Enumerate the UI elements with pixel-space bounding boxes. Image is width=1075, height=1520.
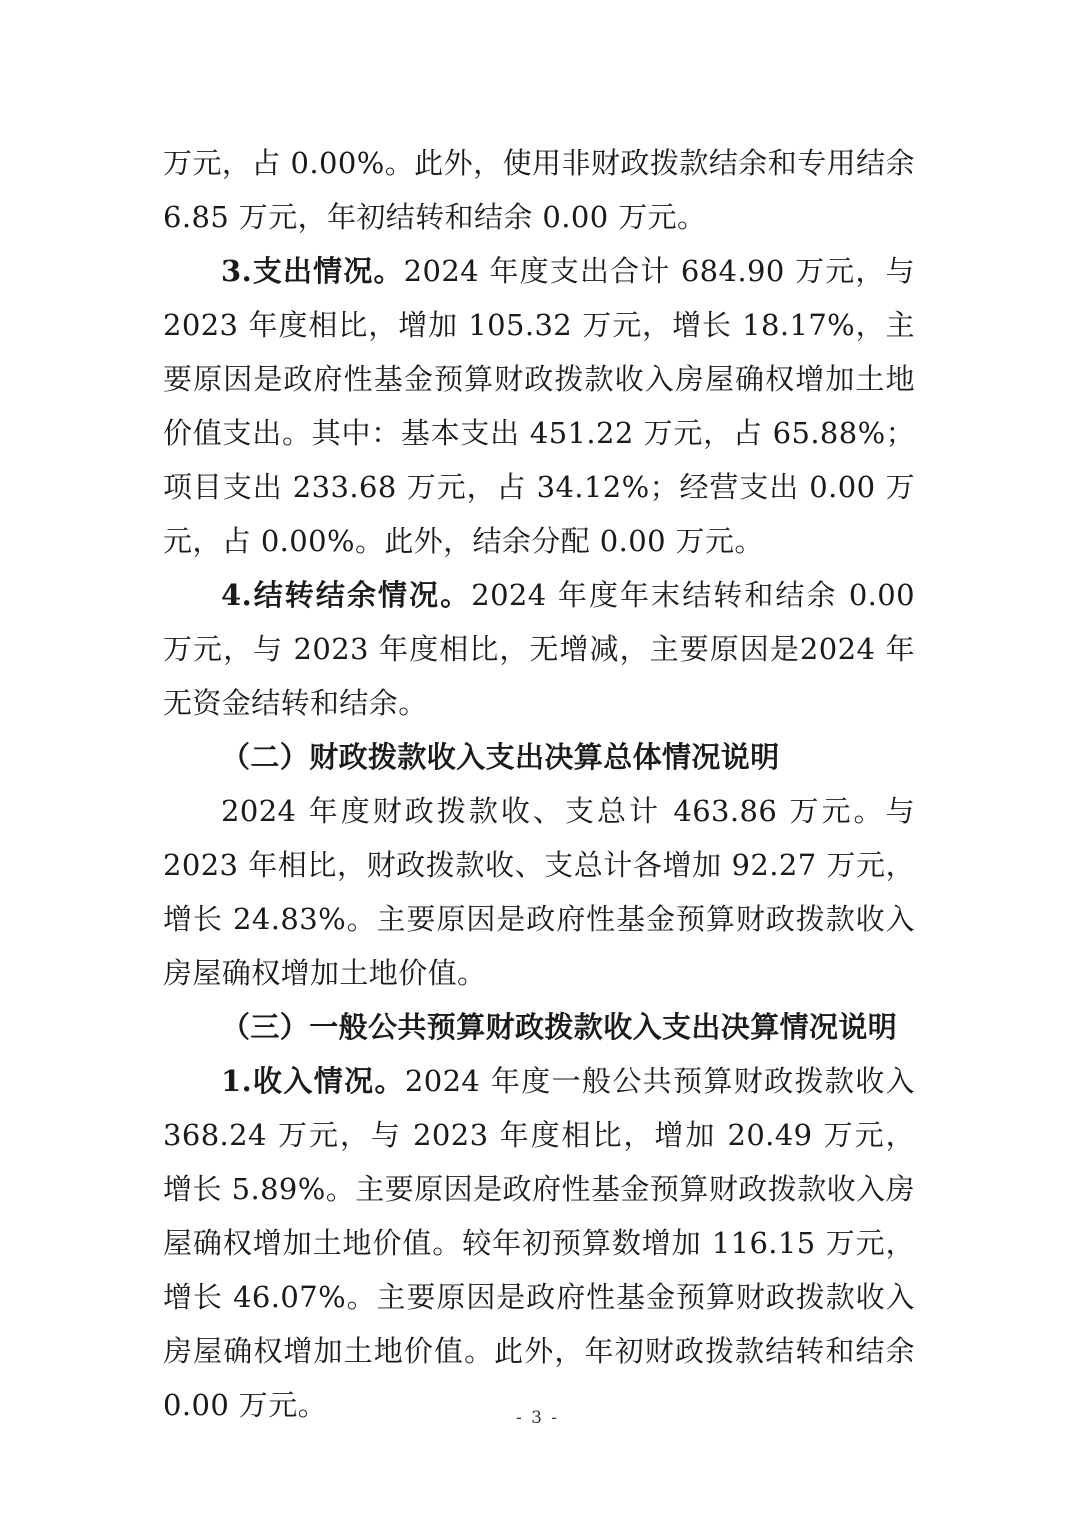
- paragraph-lead-carryover: 4.结转结余情况。: [221, 578, 472, 612]
- paragraph-fiscal-overall: [163, 784, 915, 1000]
- paragraph-text: 2024 年度年末结转和结余 0.00 万元，与 2023 年度相比，无增减，主要原因是2024 年无资金结转和结余。: [163, 578, 915, 720]
- document-body: [163, 136, 915, 1432]
- paragraph-general-budget-income: [163, 1054, 915, 1432]
- paragraph-lead-expenditure: 3.支出情况。: [221, 254, 404, 288]
- paragraph-text: 万元，占 0.00%。此外，使用非财政拨款结余和专用结余 6.85 万元，年初结转和结余 0.00 万元。: [163, 146, 915, 234]
- paragraph-expenditure: [163, 244, 915, 568]
- section-heading-fiscal-overall: （二）财政拨款收入支出决算总体情况说明: [221, 740, 780, 774]
- paragraph-lead-income: 1.收入情况。: [221, 1064, 405, 1098]
- paragraph-text: 2024 年度一般公共预算财政拨款收入 368.24 万元，与 2023 年度相比，增加 20.49 万元，增长 5.89%。主要原因是政府性基金预算财政拨款收入房屋确权增加土地价值。较年初预算数增加 116.15 万元，增长 46.07%。主要原因是政府性基金预算财政拨款收入房屋确权增加土地价值。此外，年初财政拨款结转和结余 0.00 万元。: [163, 1064, 916, 1422]
- page-number: - 3 -: [515, 1408, 560, 1428]
- paragraph-carryover: [163, 568, 915, 730]
- paragraph-income-continuation: [163, 136, 915, 244]
- section-heading-general-budget: （三）一般公共预算财政拨款收入支出决算情况说明: [221, 1010, 898, 1044]
- paragraph-text: 2024 年度财政拨款收、支总计 463.86 万元。与 2023 年相比，财政拨款收、支总计各增加 92.27 万元，增长 24.83%。主要原因是政府性基金预算财政拨款收入房屋确权增加土地价值。: [163, 794, 915, 990]
- paragraph-text: 2024 年度支出合计 684.90 万元，与 2023 年度相比，增加 105.32 万元，增长 18.17%，主要原因是政府性基金预算财政拨款收入房屋确权增加土地价值支出。其中：基本支出 451.22 万元，占 65.88%；项目支出 233.68 万元，占 34.12%；经营支出 0.00 万元，占 0.00%。此外，结余分配 0.00 万元。: [163, 254, 915, 558]
